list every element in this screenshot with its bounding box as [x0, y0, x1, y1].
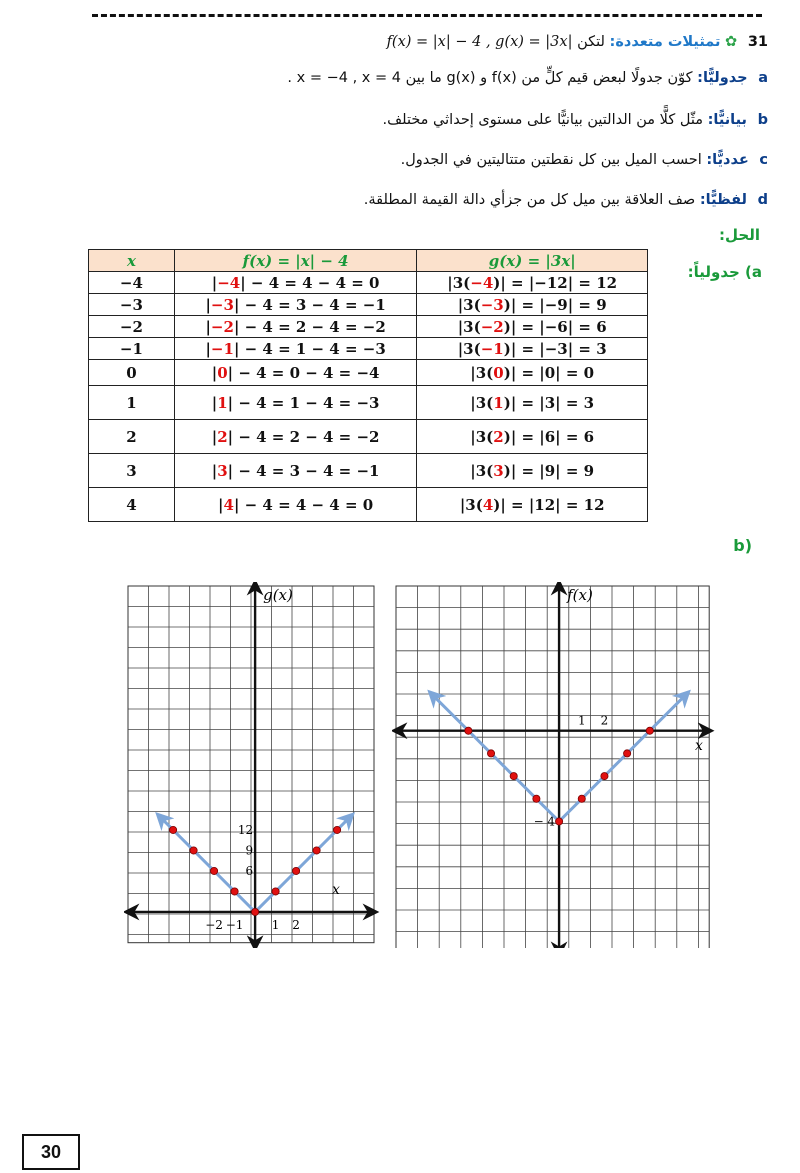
- g-input: 1: [493, 393, 504, 412]
- x-tick-label: −2: [205, 917, 223, 932]
- header-x: x: [89, 250, 175, 272]
- g-input: −1: [480, 339, 504, 358]
- graph-g: [124, 582, 382, 948]
- question-intro: لتكن: [577, 34, 605, 50]
- cell-f: [174, 386, 417, 420]
- table-row: [89, 386, 648, 420]
- cell-f: [174, 488, 417, 522]
- y-tick-label: − 4: [533, 814, 556, 829]
- data-point: [624, 750, 631, 757]
- g-expr-open: |3(: [447, 273, 471, 292]
- data-point: [211, 867, 218, 874]
- g-expr-open: |3(: [457, 317, 481, 336]
- cell-f: [174, 272, 417, 294]
- f-input: 1: [217, 393, 228, 412]
- f-input: −1: [210, 339, 234, 358]
- solution-label: الحل:: [719, 226, 760, 244]
- cell-g: [417, 420, 648, 454]
- x-value: 0: [126, 363, 137, 382]
- f-expr-open: |: [211, 273, 218, 292]
- f-input: −2: [210, 317, 234, 336]
- x-tick-label: 2: [600, 713, 609, 728]
- graph-f: [392, 582, 720, 948]
- f-input: 4: [223, 495, 234, 514]
- table-row: [89, 454, 648, 488]
- data-point: [510, 772, 517, 779]
- f-expr-open: |: [205, 317, 211, 336]
- cell-g: [417, 454, 648, 488]
- part-b-keyword: بيانيًّا:: [707, 112, 747, 128]
- cell-f: [174, 338, 417, 360]
- part-b-body: مثّل كلًّا من الدالتين بيانيًّا على مستوى إحداثي مختلف.: [382, 112, 703, 128]
- g-expr-rest: )| = |−12| = 12: [493, 273, 618, 292]
- g-expr-rest: )| = |−3| = 3: [503, 339, 607, 358]
- x-tick-label: 2: [292, 917, 300, 932]
- cell-f: [174, 420, 417, 454]
- f-expr-rest: | − 4 = 1 − 4 = −3: [227, 393, 380, 412]
- f-expr-open: |: [205, 339, 211, 358]
- header-g: g(x) = |3x|: [417, 250, 648, 272]
- x-axis-label: x: [332, 882, 340, 898]
- f-expr-open: |: [211, 393, 218, 412]
- part-c-keyword: عدديًّا:: [706, 152, 749, 168]
- f-input: 0: [217, 363, 228, 382]
- f-expr-open: |: [211, 363, 218, 382]
- grid-frame: [396, 586, 709, 948]
- x-tick-label: −1: [225, 917, 244, 932]
- f-expr-rest: | − 4 = 2 − 4 = −2: [227, 427, 380, 446]
- g-expr-rest: )| = |9| = 9: [503, 461, 595, 480]
- part-c-text: [401, 152, 768, 168]
- g-expr-rest: )| = |6| = 6: [503, 427, 595, 446]
- g-expr-rest: )| = |−9| = 9: [503, 295, 607, 314]
- f-expr-rest: | − 4 = 2 − 4 = −2: [233, 317, 386, 336]
- part-a-body: كوّن جدولًا لبعض قيم كلٍّ من f(x) و g(x) ما بين x = −4 , x = 4 .: [287, 70, 693, 86]
- cell-x: [89, 488, 175, 522]
- x-value: 2: [126, 427, 137, 446]
- cell-x: [89, 386, 175, 420]
- g-expr-rest: )| = |3| = 3: [503, 393, 595, 412]
- data-point: [646, 727, 653, 734]
- x-value: −1: [119, 339, 143, 358]
- cell-g: [417, 386, 648, 420]
- data-point: [293, 867, 300, 874]
- values-table: [88, 249, 648, 522]
- data-point: [170, 826, 177, 833]
- data-point: [334, 826, 341, 833]
- data-point: [601, 772, 608, 779]
- y-tick-label: 12: [237, 822, 254, 837]
- g-expr-open: |3(: [457, 339, 481, 358]
- table-row: [89, 272, 648, 294]
- part-b-text: [383, 112, 768, 128]
- g-input: 0: [493, 363, 504, 382]
- part-b-solution-label: (b: [733, 536, 752, 555]
- data-point: [487, 750, 494, 757]
- data-point: [252, 908, 259, 915]
- data-point: [555, 818, 562, 825]
- x-axis-label: x: [695, 738, 703, 754]
- part-d-body: صف العلاقة بين ميل كل من جزأي دالة القيمة المطلقة.: [363, 192, 696, 208]
- y-axis-label: g(x): [263, 586, 293, 604]
- table-row: [89, 488, 648, 522]
- part-a-keyword: جدوليًّا:: [697, 70, 748, 86]
- data-point: [190, 847, 197, 854]
- cell-x: [89, 420, 175, 454]
- f-input: 2: [217, 427, 228, 446]
- cell-g: [417, 272, 648, 294]
- question-title: تمثيلات متعددة:: [609, 34, 721, 50]
- cell-x: [89, 294, 175, 316]
- x-value: −2: [119, 317, 143, 336]
- page-number: 30: [22, 1134, 80, 1170]
- cell-f: [174, 294, 417, 316]
- part-a-solution-label: a) جدولياً:: [687, 263, 762, 281]
- f-input: 3: [217, 461, 228, 480]
- cell-x: [89, 316, 175, 338]
- x-tick-label: 1: [271, 917, 280, 932]
- cell-x: [89, 454, 175, 488]
- y-tick-label: 9: [245, 843, 254, 858]
- data-point: [272, 888, 279, 895]
- x-value: 1: [126, 393, 137, 412]
- f-expr-open: |: [211, 427, 218, 446]
- g-expr-open: |3(: [470, 363, 494, 382]
- part-b-letter: b: [757, 112, 768, 128]
- question-header: [387, 34, 768, 50]
- f-input: −3: [210, 295, 234, 314]
- f-expr-rest: | − 4 = 0 − 4 = −4: [227, 363, 380, 382]
- table-row: [89, 420, 648, 454]
- cell-f: [174, 360, 417, 386]
- g-expr-open: |3(: [470, 461, 494, 480]
- g-input: 2: [493, 427, 504, 446]
- f-expr-rest: | − 4 = 4 − 4 = 0: [240, 273, 380, 292]
- y-tick-label: 6: [245, 863, 254, 878]
- data-point: [533, 795, 540, 802]
- f-expr-open: |: [205, 295, 211, 314]
- g-input: 4: [482, 495, 494, 514]
- g-expr-rest: )| = |−6| = 6: [503, 317, 607, 336]
- question-functions: f(x) = |x| − 4 , g(x) = |3x|: [386, 34, 573, 50]
- question-number: 31: [747, 34, 768, 50]
- x-value: 3: [126, 461, 137, 480]
- table-row: [89, 316, 648, 338]
- data-point: [578, 795, 585, 802]
- g-input: 3: [493, 461, 504, 480]
- data-point: [231, 888, 238, 895]
- header-f: f(x) = |x| − 4: [174, 250, 417, 272]
- cell-g: [417, 360, 648, 386]
- table-row: [89, 294, 648, 316]
- g-expr-open: |3(: [470, 393, 494, 412]
- part-c-letter: c: [759, 152, 768, 168]
- f-expr-open: |: [218, 495, 224, 514]
- g-expr-rest: )| = |12| = 12: [493, 495, 605, 514]
- f-expr-rest: | − 4 = 4 − 4 = 0: [233, 495, 374, 514]
- g-input: −2: [480, 317, 504, 336]
- g-expr-rest: )| = |0| = 0: [503, 363, 595, 382]
- x-value: 4: [126, 495, 137, 514]
- y-axis-label: f(x): [567, 586, 593, 604]
- g-input: −4: [470, 273, 494, 292]
- g-expr-open: |3(: [459, 495, 483, 514]
- table-row: [89, 360, 648, 386]
- dashed-separator: [92, 14, 762, 17]
- f-expr-open: |: [211, 461, 218, 480]
- g-expr-open: |3(: [470, 427, 494, 446]
- table-row: [89, 338, 648, 360]
- cell-g: [417, 338, 648, 360]
- part-a-text: [287, 70, 768, 86]
- x-value: −3: [119, 295, 143, 314]
- part-d-text: [364, 192, 768, 208]
- f-input: −4: [217, 273, 241, 292]
- x-tick-label: 1: [577, 713, 586, 728]
- cell-x: [89, 338, 175, 360]
- cell-x: [89, 272, 175, 294]
- cell-f: [174, 454, 417, 488]
- cell-x: [89, 360, 175, 386]
- multi-representation-icon: ✿: [725, 34, 738, 50]
- part-d-letter: d: [757, 192, 768, 208]
- cell-g: [417, 488, 648, 522]
- part-c-body: احسب الميل بين كل نقطتين متتاليتين في الجدول.: [400, 152, 702, 168]
- part-d-keyword: لفظيًّا:: [699, 192, 747, 208]
- g-expr-open: |3(: [457, 295, 481, 314]
- x-value: −4: [119, 273, 143, 292]
- g-input: −3: [480, 295, 504, 314]
- cell-g: [417, 294, 648, 316]
- cell-f: [174, 316, 417, 338]
- part-a-letter: a: [758, 70, 768, 86]
- f-expr-rest: | − 4 = 3 − 4 = −1: [227, 461, 380, 480]
- cell-g: [417, 316, 648, 338]
- f-expr-rest: | − 4 = 3 − 4 = −1: [233, 295, 386, 314]
- data-point: [465, 727, 472, 734]
- data-point: [313, 847, 320, 854]
- f-expr-rest: | − 4 = 1 − 4 = −3: [233, 339, 386, 358]
